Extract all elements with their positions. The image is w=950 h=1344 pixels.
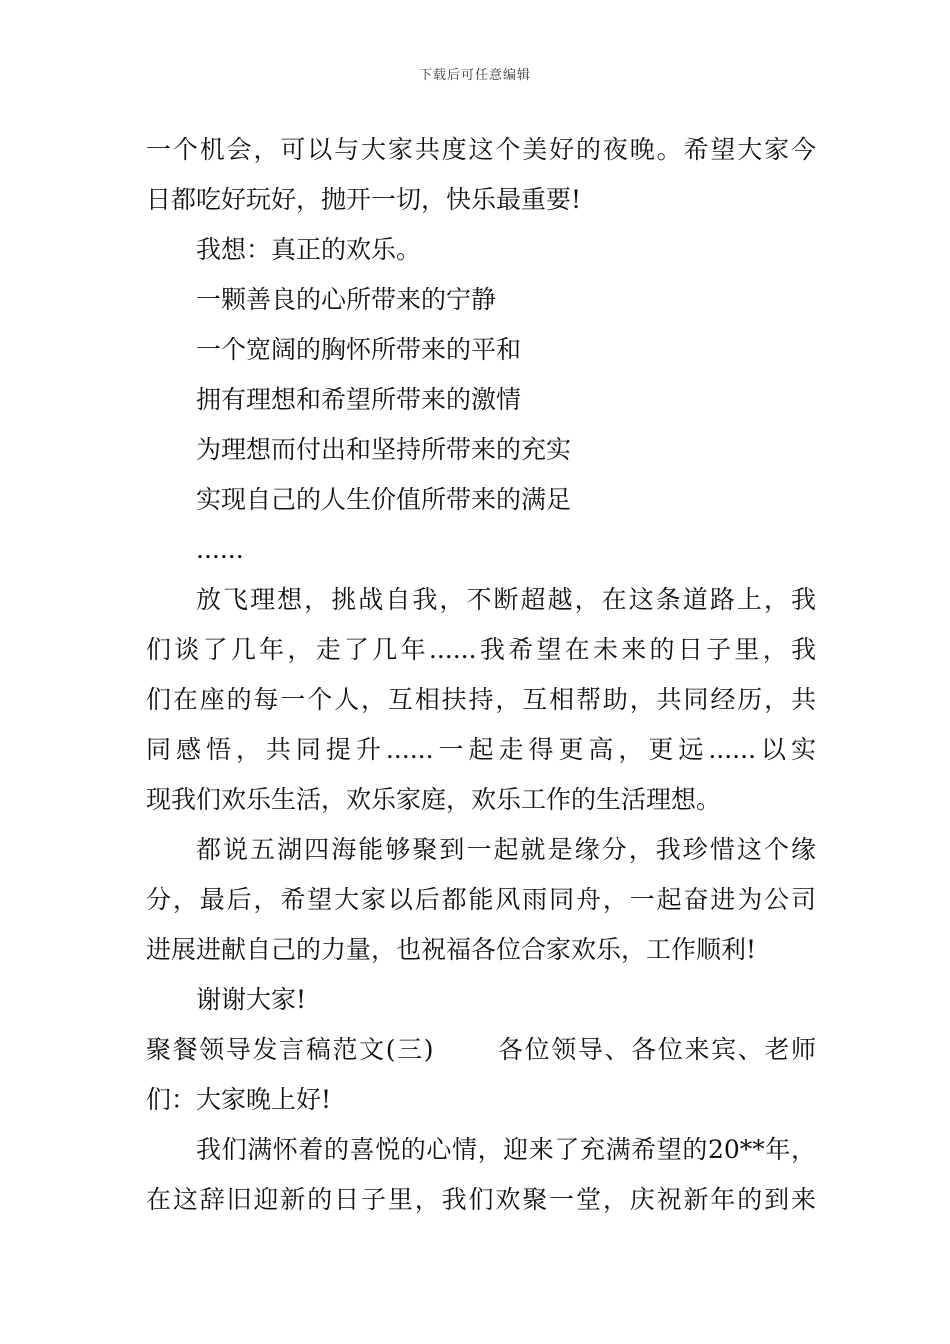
text-line: 现我们欢乐生活，欢乐家庭，欢乐工作的生活理想。 [146, 785, 722, 814]
text-line: 放飞理想，挑战自我，不断超越，在这条道路上，我 [196, 585, 816, 614]
text-line: 拥有理想和希望所带来的激情 [196, 385, 522, 414]
text-line: 日都吃好玩好，抛开一切，快乐最重要! [146, 185, 582, 214]
text-line: 在这辞旧迎新的日子里，我们欢聚一堂，庆祝新年的到来 [146, 1185, 816, 1214]
text-line: 实现自己的人生价值所带来的满足 [196, 485, 572, 514]
text-line: 一个机会，可以与大家共度这个美好的夜晚。希望大家今 [146, 135, 816, 164]
text-line: 一个宽阔的胸怀所带来的平和 [196, 335, 522, 364]
text-line: 都说五湖四海能够聚到一起就是缘分，我珍惜这个缘 [196, 835, 816, 864]
text-line: 分，最后，希望大家以后都能风雨同舟，一起奋进为公司 [146, 885, 816, 914]
text-line: 为理想而付出和坚持所带来的充实 [196, 435, 572, 464]
text-line: ...... [196, 535, 244, 564]
document-body [146, 125, 816, 1225]
page-header: 下载后可任意编辑 [418, 68, 531, 83]
text-line: 们：大家晚上好! [146, 1085, 332, 1114]
text-line: 进展进献自己的力量，也祝福各位合家欢乐，工作顺利! [146, 935, 757, 964]
section-title-line: 聚餐领导发言稿范文(三) 各位领导、各位来宾、老师 [146, 1035, 816, 1064]
text-line: 一颗善良的心所带来的宁静 [196, 285, 497, 314]
text-line: 同感悟，共同提升......一起走得更高，更远......以实 [146, 735, 816, 764]
text-line: 谢谢大家! [196, 985, 307, 1014]
text-line: 我想：真正的欢乐。 [196, 235, 422, 264]
text-line: 们在座的每一个人，互相扶持，互相帮助，共同经历，共 [146, 685, 816, 714]
text-line: 们谈了几年，走了几年......我希望在未来的日子里，我 [146, 635, 816, 664]
text-line: 我们满怀着的喜悦的心情，迎来了充满希望的20**年， [196, 1135, 816, 1164]
